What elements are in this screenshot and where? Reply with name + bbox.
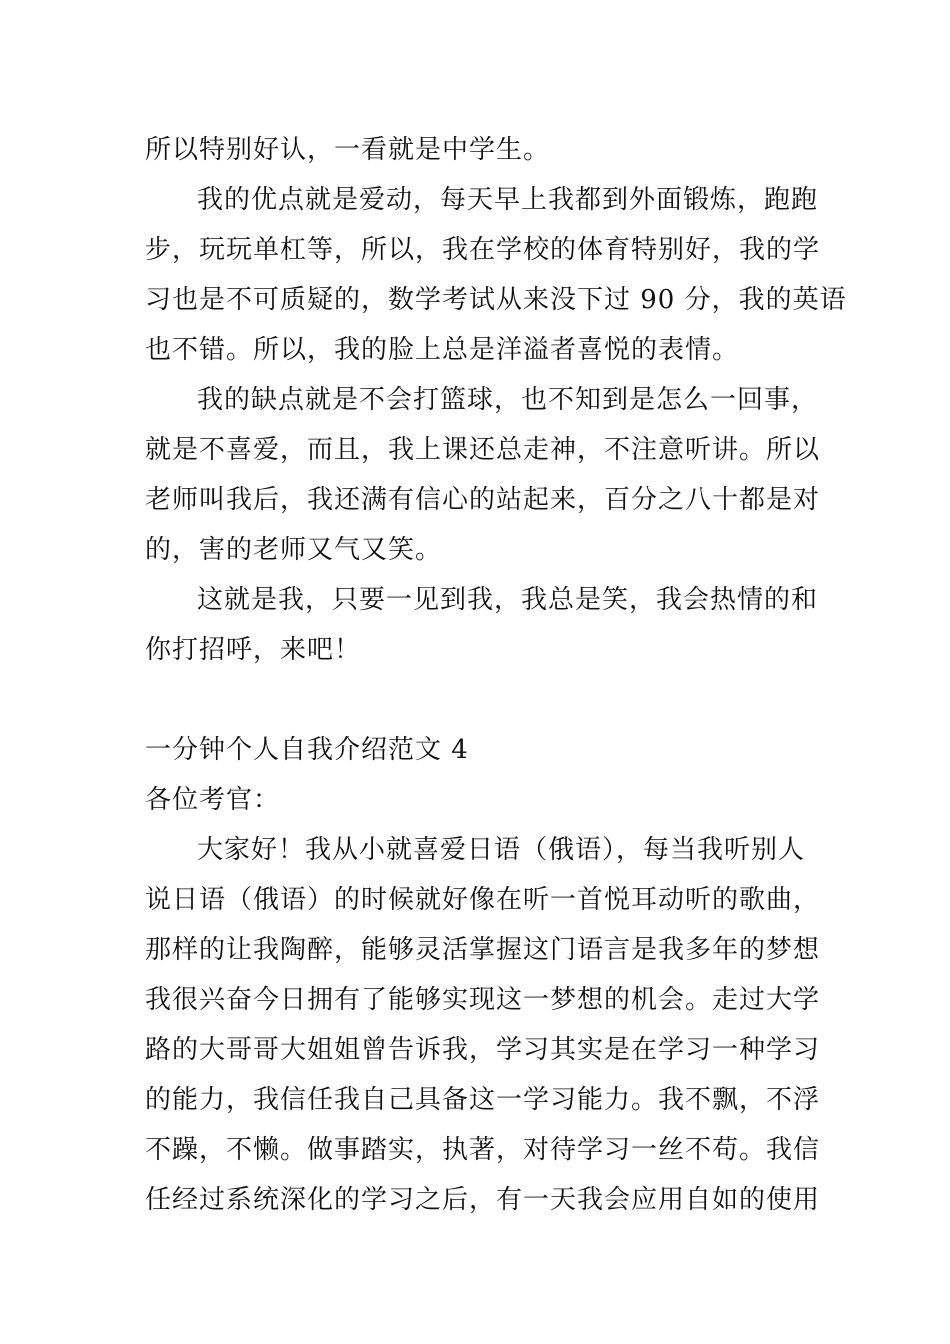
paragraph-first-line: 大家好！我从小就喜爱日语（俄语），每当我听别人 (197, 835, 806, 865)
paragraph-first-line: 我的缺点就是不会打篮球，也不知到是怎么一回事， (197, 385, 819, 415)
text-line: 说日语（俄语）的时候就好像在听一首悦耳动听的歌曲， (145, 885, 821, 915)
section-heading: 一分钟个人自我介绍范文 4 (145, 735, 469, 765)
paragraph-first-line: 我的优点就是爱动，每天早上我都到外面锻炼，跑跑 (197, 185, 819, 215)
text-line: 路的大哥哥大姐姐曾告诉我，学习其实是在学习一种学习 (145, 1035, 821, 1065)
text-line: 不躁，不懒。做事踏实，执著，对待学习一丝不苟。我信 (145, 1135, 821, 1165)
text-line: 你打招呼，来吧！ (145, 635, 362, 665)
text-line: 的，害的老师又气又笑。 (145, 535, 443, 565)
text-line: 我很兴奋今日拥有了能够实现这一梦想的机会。走过大学 (145, 985, 821, 1015)
text-line: 习也是不可质疑的，数学考试从来没下过 90 分，我的英语 (145, 285, 847, 315)
text-line: 任经过系统深化的学习之后，有一天我会应用自如的使用 (145, 1185, 821, 1215)
text-line: 的能力，我信任我自己具备这一学习能力。我不飘，不浮 (145, 1085, 821, 1115)
text-line: 也不错。所以，我的脸上总是洋溢者喜悦的表情。 (145, 335, 740, 365)
text-line: 就是不喜爱，而且，我上课还总走神，不注意听讲。所以 (145, 435, 821, 465)
text-line: 步，玩玩单杠等，所以，我在学校的体育特别好，我的学 (145, 235, 821, 265)
text-line: 那样的让我陶醉，能够灵活掌握这门语言是我多年的梦想 (145, 935, 821, 965)
paragraph-first-line: 这就是我，只要一见到我，我总是笑，我会热情的和 (197, 585, 819, 615)
text-line: 老师叫我后，我还满有信心的站起来，百分之八十都是对 (145, 485, 821, 515)
text-line: 所以特别好认，一看就是中学生。 (145, 135, 551, 165)
salutation: 各位考官： (145, 785, 281, 815)
